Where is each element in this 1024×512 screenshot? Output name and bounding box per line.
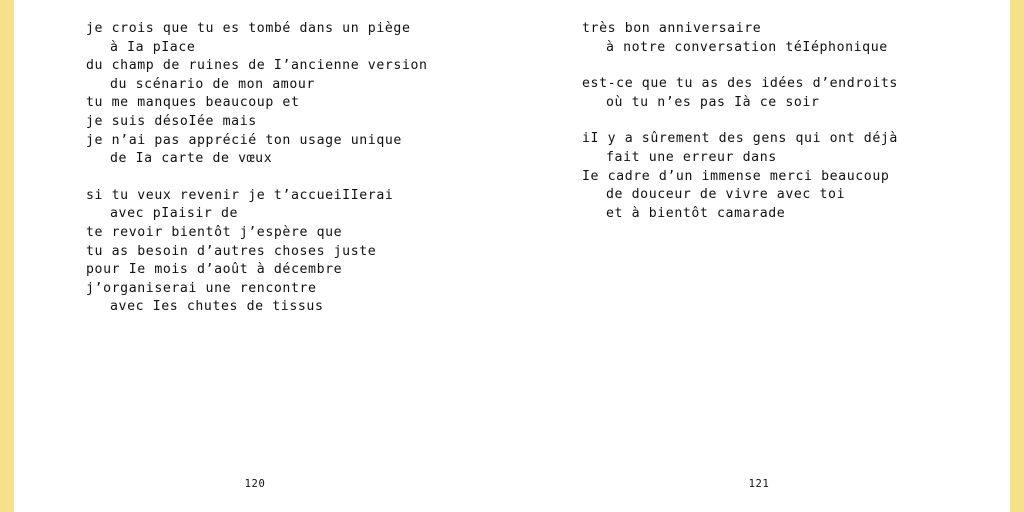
poem-line: j’organiserai une rencontre <box>86 280 317 296</box>
poem-line: à Ia pIace <box>110 39 196 55</box>
left-page <box>14 0 512 512</box>
poem-line: à notre conversation téIéphonique <box>606 39 888 55</box>
poem-line: fait une erreur dans <box>606 149 777 165</box>
poem-line: très bon anniversaire <box>582 21 762 36</box>
poem-line: du champ de ruines de I’ancienne version <box>86 58 428 74</box>
poem-line: pour Ie mois d’août à décembre <box>86 262 343 278</box>
poem-line: Ie cadre d’un immense merci beaucoup <box>582 168 890 184</box>
right-page-text <box>512 20 1010 223</box>
stanza <box>582 20 990 57</box>
poem-line: je n’ai pas apprécié ton usage unique <box>86 132 402 148</box>
left-page-text <box>14 20 512 317</box>
poem-line: et à bientôt camarade <box>606 205 786 221</box>
page-number: 121 <box>748 478 770 490</box>
poem-line: tu as besoin d’autres choses juste <box>86 243 377 259</box>
poem-line: te revoir bientôt j’espère que <box>86 224 343 240</box>
right-edge-band <box>1010 0 1024 512</box>
poem-line: de Ia carte de vœux <box>110 151 273 167</box>
left-edge-band <box>0 0 14 512</box>
poem-line: iI y a sûrement des gens qui ont déjà <box>582 131 898 147</box>
poem-line: avec pIaisir de <box>110 206 239 222</box>
stanza <box>86 187 492 317</box>
page-number: 120 <box>244 478 266 490</box>
right-page <box>512 0 1010 512</box>
poem-line: où tu n’es pas Ià ce soir <box>606 94 820 110</box>
poem-line: du scénario de mon amour <box>110 76 315 92</box>
poem-line: de douceur de vivre avec toi <box>606 187 846 203</box>
two-page-spread <box>14 0 1010 512</box>
poem-line: tu me manques beaucoup et <box>86 95 300 111</box>
stanza <box>582 75 990 112</box>
poem-line: je suis désoIée mais <box>86 113 257 129</box>
poem-line: est-ce que tu as des idées d’endroits <box>582 76 898 92</box>
poem-line: avec Ies chutes de tissus <box>110 299 324 315</box>
stanza <box>86 20 492 169</box>
poem-line: je crois que tu es tombé dans un piège <box>86 21 411 36</box>
poem-line: si tu veux revenir je t’accueiIIerai <box>86 187 394 203</box>
stanza <box>582 130 990 223</box>
